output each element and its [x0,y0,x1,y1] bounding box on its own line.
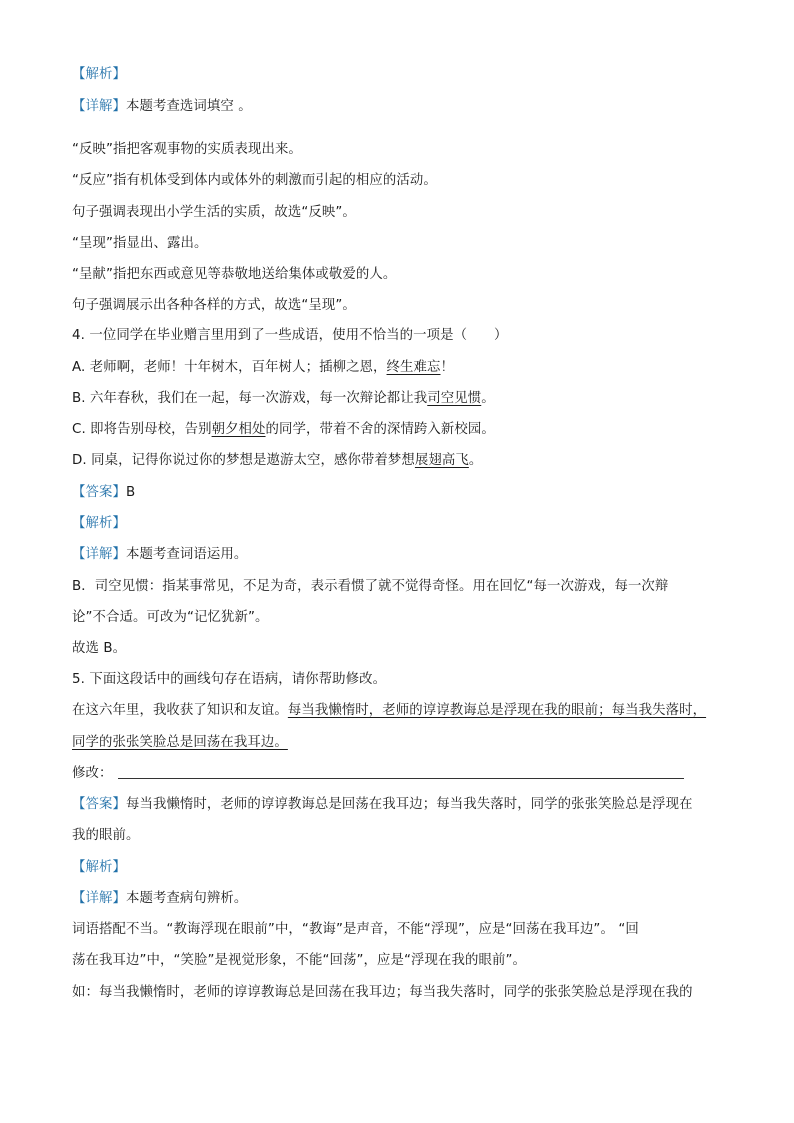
option-text: D. 同桌，记得你说过你的梦想是遨游太空，感你带着梦想 [72,453,415,468]
text-line: “反应”指有机体受到体内或体外的刺激而引起的相应的活动。 [72,173,437,188]
option-a [72,359,454,377]
text-line: “呈现”指显出、露出。 [72,236,208,251]
question-5-stem: 5. 下面这段话中的画线句存在语病，请你帮助修改。 [72,672,387,687]
option-c [72,421,495,439]
passage-line-1 [72,702,706,720]
passage-text: 在这六年里，我收获了知识和友谊。 [72,703,288,718]
detail-text: 本题考查病句辨析。 [125,891,248,906]
tag-detail: 【详解】 [72,891,126,906]
question-4-stem: 4. 一位同学在毕业赠言里用到了一些成语，使用不恰当的一项是（ ） [72,328,508,343]
conclusion-line: 故选 B。 [72,641,127,656]
explanation-line: 词语搭配不当。“教诲浮现在眼前”中，“教诲”是声音，不能“浮现”，应是“回荡在我耳边”。 “回 [72,922,639,937]
explanation-line: 如：每当我懒惰时，老师的谆谆教诲总是回荡在我耳边；每当我失落时，同学的张张笑脸总是浮现在我的 [72,985,693,1000]
explanation-line: 论”不合适。可改为“记忆犹新”。 [72,610,269,625]
explanation-line: 荡在我耳边”中，“笑脸”是视觉形象，不能“回荡”，应是“浮现在我的眼前”。 [72,953,526,968]
underlined-phrase: 朝夕相处 [211,422,266,437]
option-text: 。 [468,453,483,468]
option-text: A. 老师啊，老师！十年树木，百年树人；插柳之恩， [72,360,387,375]
tag-analysis: 【解析】 [72,516,126,531]
tag-analysis: 【解析】 [72,860,126,875]
analysis-heading-1 [72,66,126,84]
option-text: C. 即将告别母校，告别 [72,422,212,437]
text-line: 句子强调表现出小学生活的实质，故选“反映”。 [72,205,356,220]
tag-detail: 【详解】 [72,99,126,114]
passage-line-2 [72,734,288,752]
tag-answer: 【答案】 [72,797,126,812]
answer-blank-line [118,778,684,779]
analysis-heading-4 [72,515,126,533]
answer-value: B [125,485,136,500]
option-text: 。 [481,391,495,406]
text-line: “反映”指把客观事物的实质表现出来。 [72,142,302,157]
answer-text: 每当我懒惰时，老师的谆谆教诲总是回荡在我耳边；每当我失落时，同学的张张笑脸总是浮现在 [125,797,693,812]
tag-detail: 【详解】 [72,547,126,562]
underlined-phrase: 终生难忘 [386,360,441,375]
option-d [72,452,482,470]
option-b [72,390,495,408]
detail-text: 本题考查选词填空 。 [125,99,252,114]
detail-line-1 [72,98,252,116]
option-text: B. 六年春秋，我们在一起，每一次游戏，每一次辩论都让我 [72,391,428,406]
underlined-phrase: 司空见惯 [427,391,482,406]
underlined-sentence: 每当我懒惰时，老师的谆谆教诲总是浮现在我的眼前；每当我失落时， [287,703,707,718]
explanation-line: B．司空见惯：指某事常见，不足为奇，表示看惯了就不觉得奇怪。用在回忆“每一次游戏，每一次辩 [72,579,669,594]
detail-line-4 [72,546,247,564]
answer-line-5-cont: 我的眼前。 [72,828,140,843]
fix-label: 修改： [72,766,113,781]
option-text: ！ [440,360,454,375]
text-line: 句子强调展示出各种各样的方式，故选“呈现”。 [72,298,356,313]
tag-answer: 【答案】 [72,485,126,500]
detail-line-5 [72,890,247,908]
analysis-heading-5 [72,859,126,877]
text-line: “呈献”指把东西或意见等恭敬地送给集体或敬爱的人。 [72,267,397,282]
answer-line-4 [72,484,135,502]
option-text: 的同学，带着不舍的深情跨入新校园。 [265,422,495,437]
underlined-phrase: 展翅高飞 [414,453,469,468]
tag-analysis: 【解析】 [72,67,126,82]
detail-text: 本题考查词语运用。 [125,547,248,562]
answer-line-5 [72,796,693,814]
underlined-sentence: 同学的张张笑脸总是回荡在我耳边。 [72,735,288,750]
